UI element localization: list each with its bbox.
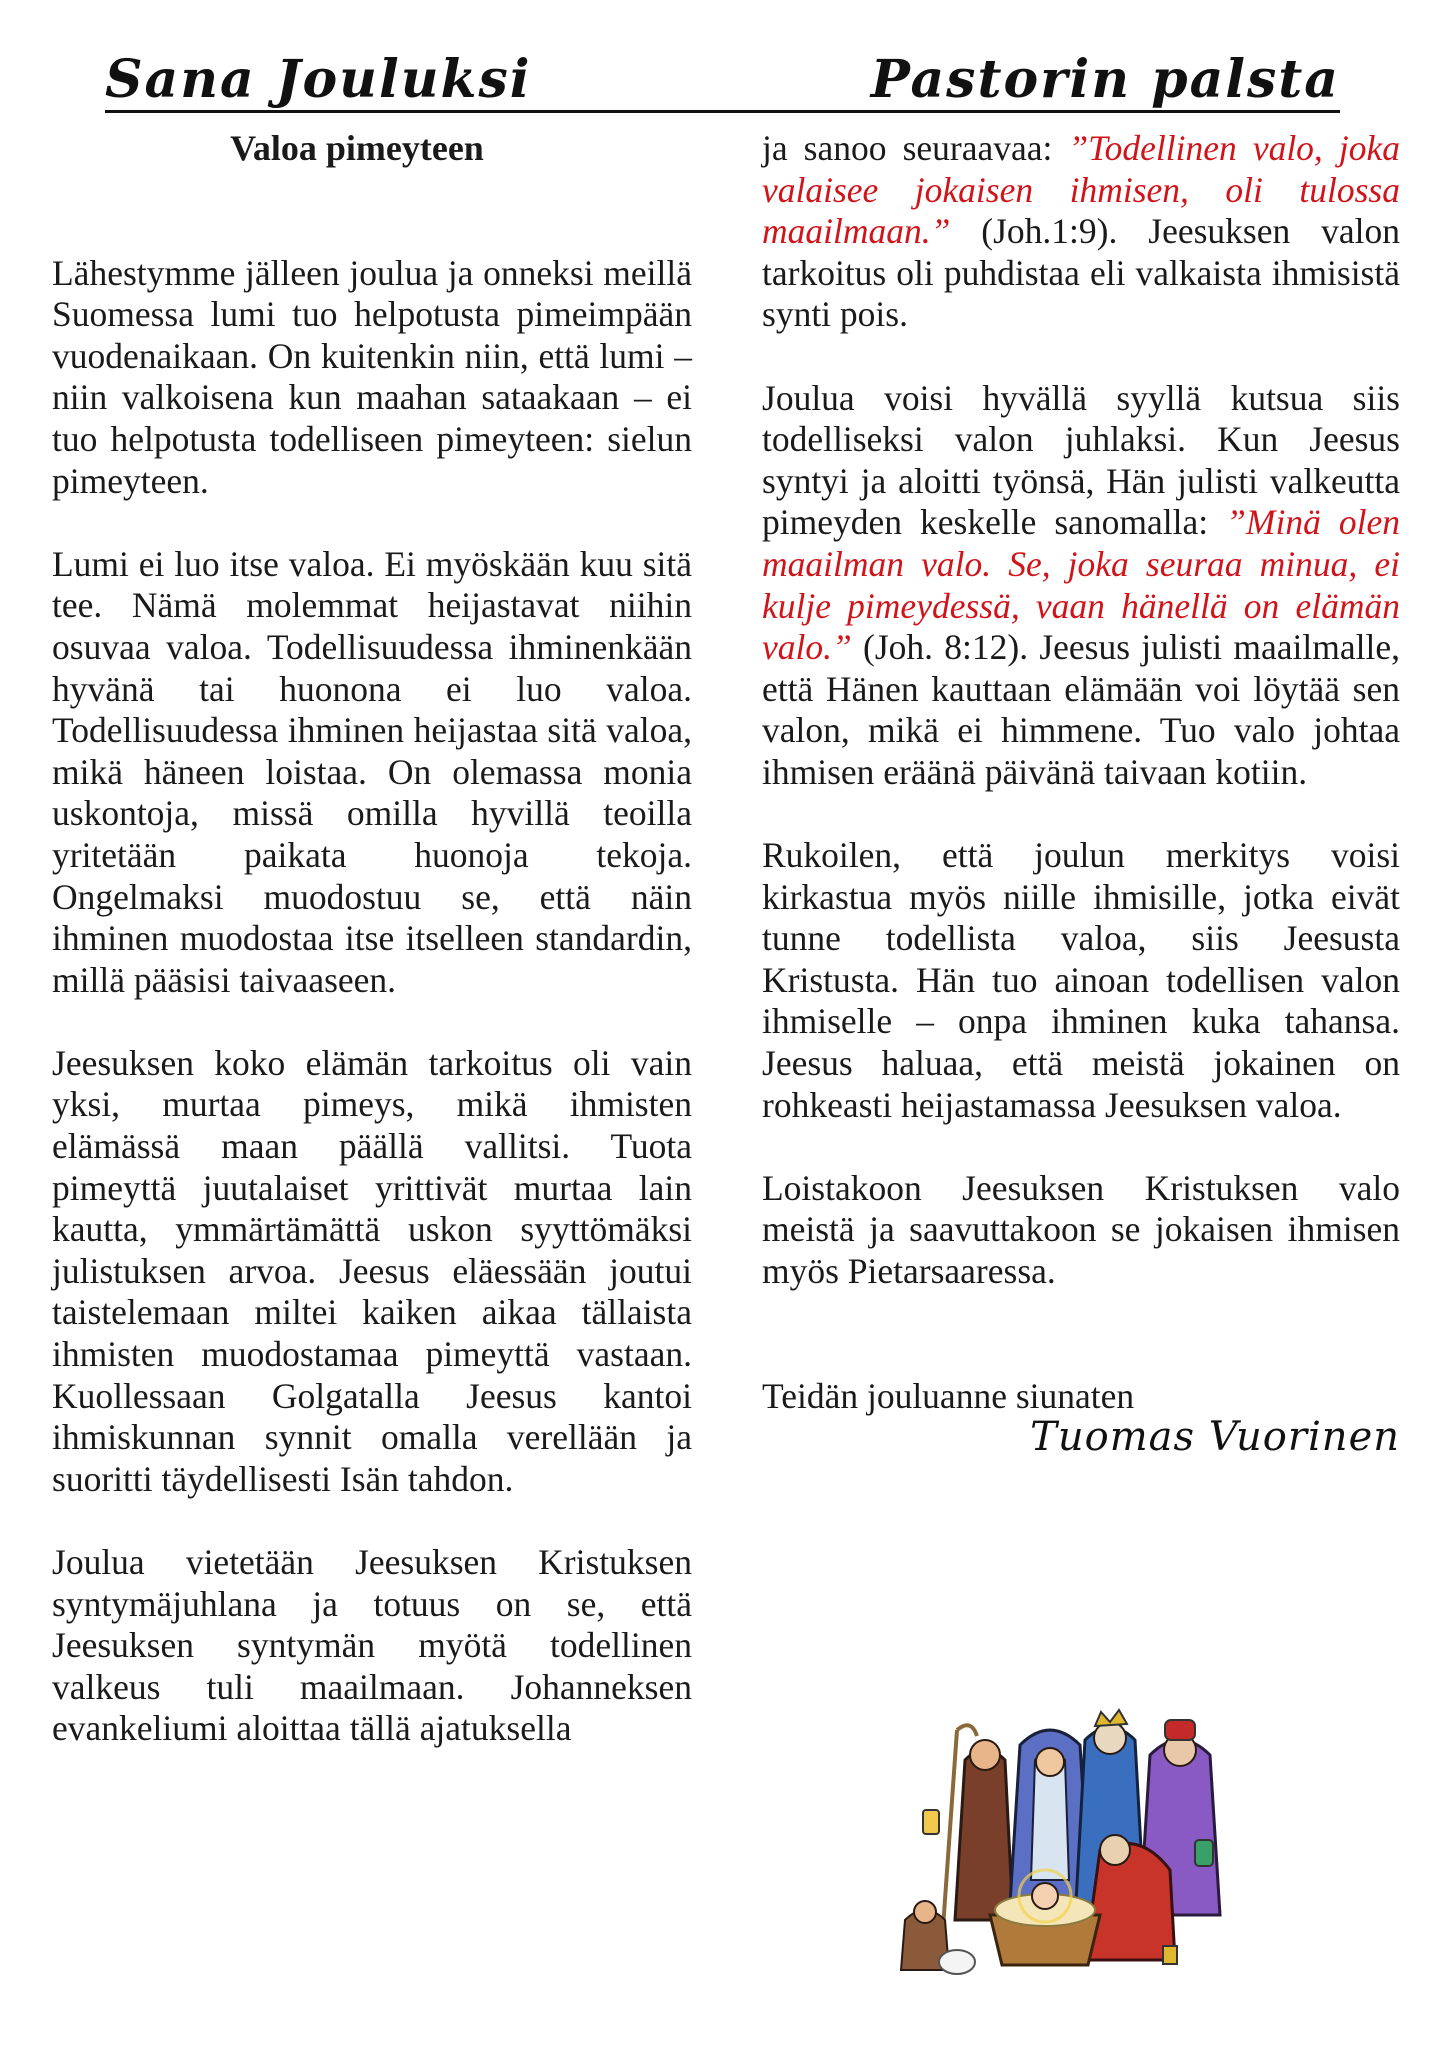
header-title-left: Sana Jouluksi: [105, 49, 532, 110]
closing-greeting: Teidän jouluanne siunaten: [762, 1375, 1135, 1416]
page-header: [105, 50, 1340, 113]
signature: Tuomas Vuorinen: [1030, 1414, 1400, 1461]
right-paragraph-1: [762, 128, 1400, 336]
header-title-right: Pastorin palsta: [870, 49, 1340, 110]
right-paragraph-4: Loistakoon Jeesuksen Kristuksen valo meistä ja saavuttakoon se jokaisen ihmisen myös Pietarsaaressa.: [762, 1167, 1400, 1292]
left-paragraph-1: Lähestymme jälleen joulua ja onneksi meillä Suomessa lumi tuo helpotusta pimeimpään vuodenaikaan. On kuitenkin niin, että lumi – niin valkoisena kun maahan sataakaan – ei tuo helpotusta todelliseen pimeyteen: sielun pimeyteen.: [52, 252, 692, 501]
right-p1-text-a: ja sanoo seuraavaa:: [762, 128, 1069, 168]
left-paragraph-3: Jeesuksen koko elämän tarkoitus oli vain yksi, murtaa pimeys, mikä ihmisten elämässä maan päällä vallitsi. Tuota pimeyttä juutalaiset yrittivät murtaa lain kautta, ymmärtämättä uskon syyttömäksi julistuksen arvoa. Jeesus eläessään joutui taistelemaan miltei kaiken aikaa tällaista ihmisten muodostamaa pimeyttä vastaan. Kuollessaan Golgatalla Jeesus kantoi ihmiskunnan synnit omalla verellään ja suoritti täydellisesti Isän tahdon.: [52, 1042, 692, 1499]
right-column: [762, 128, 1400, 1500]
right-paragraph-3: Rukoilen, että joulun merkitys voisi kirkastua myös niille ihmisille, jotka eivät tunne todellista valoa, siis Jeesusta Kristusta. Hän tuo ainoan todellisen valon ihmiselle – onpa ihminen kuka tahansa. Jeesus haluaa, että meistä jokainen on rohkeasti heijastamassa Jeesuksen valoa.: [762, 835, 1400, 1125]
nativity-scene-icon: [895, 1700, 1275, 1990]
left-paragraph-4: Joulua vietetään Jeesuksen Kristuksen syntymäjuhlana ja totuus on se, että Jeesuksen syntymän myötä todellinen valkeus tuli maailmaan. Johanneksen evankeliumi aloittaa tällä ajatuksella: [52, 1542, 692, 1749]
left-column: [52, 128, 692, 1750]
bible-quote-john-1-9: ”Todellinen valo, joka valaisee jokaisen ihmisen, oli tulossa maailmaan.”: [762, 128, 1400, 252]
right-p2-text-b: (Joh. 8:12). Jeesus julisti maailmalle, että Hänen kauttaan elämään voi löytää sen valon, mikä ei himmene. Tuo valo johtaa ihmisen eräänä päivänä taivaan kotiin.: [762, 627, 1400, 792]
left-paragraph-2: Lumi ei luo itse valoa. Ei myöskään kuu sitä tee. Nämä molemmat heijastavat niihin osuvaa valoa. Todellisuudessa ihminenkään hyvänä tai huonona ei luo valoa. Todellisuudessa ihminen heijastaa sitä valoa, mikä häneen loistaa. On olemassa monia uskontoja, missä omilla hyvillä teoilla yritetään paikata huonoja tekoja. Ongelmaksi muodostuu se, että näin ihminen muodostaa itse itselleen standardin, millä pääsisi taivaaseen.: [52, 543, 692, 1000]
article-title: Valoa pimeyteen: [230, 128, 484, 168]
bible-quote-john-8-12: ”Minä olen maailman valo. Se, joka seuraa minua, ei kulje pimeydessä, vaan hänellä on elämän valo.”: [762, 502, 1400, 668]
right-paragraph-2: [762, 378, 1400, 794]
right-p2-text-a: Joulua voisi hyvällä syyllä kutsua siis todelliseksi valon juhlaksi. Kun Jeesus syntyi ja aloitti työnsä, Hän julisti valkeutta pimeyden keskelle sanomalla:: [762, 377, 1400, 543]
right-p1-text-b: (Joh.1:9). Jeesuksen valon tarkoitus oli puhdistaa eli valkaista ihmisistä synti pois.: [762, 211, 1400, 335]
